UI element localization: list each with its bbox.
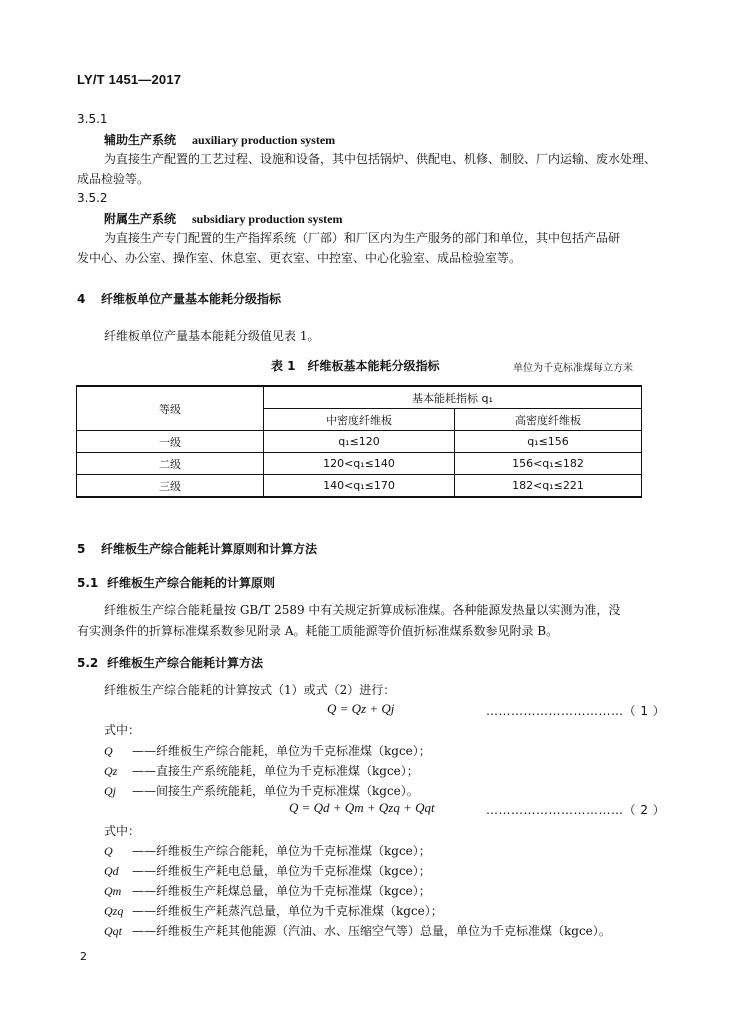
symbol-definition: ——直接生产系统能耗，单位为千克标准煤（kgce）； xyxy=(132,764,419,778)
symbol-definition: ——纤维板生产耗电总量，单位为千克标准煤（kgce）； xyxy=(132,864,431,878)
cell-mdf: 120<q₁≤140 xyxy=(264,453,455,475)
header-mdf: 中密度纤维板 xyxy=(264,409,455,431)
table-unit: 单位为千克标准煤每立方米 xyxy=(513,363,633,374)
table-caption: 表 1 纤维板基本能耗分级指标 xyxy=(271,359,440,373)
formula-2-number: ……………………………（ 2 ） xyxy=(486,803,666,817)
term-en: auxiliary production system xyxy=(192,133,336,147)
symbol: Qm xyxy=(104,884,122,898)
table-row xyxy=(77,431,642,453)
cell-hdf: 156<q₁≤182 xyxy=(455,453,642,475)
symbol: Qz xyxy=(104,764,118,778)
definition-item xyxy=(104,901,443,921)
section-heading xyxy=(77,290,281,307)
term-en: subsidiary production system xyxy=(192,212,343,226)
where-label: 式中： xyxy=(104,723,141,737)
term-heading xyxy=(104,210,343,227)
cell-mdf: 140<q₁≤170 xyxy=(264,475,455,498)
table-row xyxy=(77,475,642,498)
cell-hdf: q₁≤156 xyxy=(455,431,642,453)
cell-grade: 一级 xyxy=(77,431,264,453)
definition-line: 发中心、办公室、操作室、休息室、更衣室、中控室、中心化验室、成品检验室等。 xyxy=(77,251,522,265)
definition-item xyxy=(104,881,431,901)
header-hdf: 高密度纤维板 xyxy=(455,409,642,431)
energy-grade-table xyxy=(76,385,642,498)
symbol-definition: ——纤维板生产综合能耗，单位为千克标准煤（kgce）； xyxy=(132,744,431,758)
section-title: 纤维板生产综合能耗计算原则和计算方法 xyxy=(101,542,318,556)
paragraph-line: 纤维板生产综合能耗量按 GB/T 2589 中有关规定折算成标准煤。各种能源发热量以实测为准，没 xyxy=(104,603,621,617)
subsection-title: 纤维板生产综合能耗的计算原则 xyxy=(107,576,276,590)
header-grade: 等级 xyxy=(77,386,264,431)
cell-hdf: 182<q₁≤221 xyxy=(455,475,642,498)
definition-item xyxy=(104,861,431,881)
symbol-definition: ——间接生产系统能耗，单位为千克标准煤（kgce）。 xyxy=(132,784,419,798)
term-heading xyxy=(104,131,335,148)
symbol-definition: ——纤维板生产耗其他能源（汽油、水、压缩空气等）总量，单位为千克标准煤（kgce）。 xyxy=(132,924,611,938)
formula-1: Q = Qz + Qj xyxy=(327,701,395,716)
definition-line: 为直接生产配置的工艺过程、设施和设备，其中包括锅炉、供配电、机修、制胶、厂内运输、废水处理、 xyxy=(104,152,657,166)
paragraph: 纤维板单位产量基本能耗分级值见表 1。 xyxy=(104,329,320,343)
section-number: 4 xyxy=(77,292,86,306)
table-header-row xyxy=(77,386,642,409)
subsection-number: 5.1 xyxy=(77,576,99,590)
clause-number: 3.5.2 xyxy=(77,191,108,205)
definition-item xyxy=(104,761,419,781)
term-zh: 附属生产系统 xyxy=(104,212,177,226)
formula-2: Q = Qd + Qm + Qzq + Qqt xyxy=(289,800,435,815)
definition-line: 成品检验等。 xyxy=(77,172,150,186)
definition-item xyxy=(104,781,419,801)
symbol: Q xyxy=(104,744,113,758)
formula-1-number: ……………………………（ 1 ） xyxy=(486,704,666,718)
cell-mdf: q₁≤120 xyxy=(264,431,455,453)
page-number: 2 xyxy=(80,950,87,963)
symbol-definition: ——纤维板生产综合能耗，单位为千克标准煤（kgce）； xyxy=(132,844,431,858)
symbol: Q xyxy=(104,844,113,858)
subsection-heading xyxy=(77,574,275,591)
symbol: Qd xyxy=(104,864,119,878)
header-energy-index: 基本能耗指标 q₁ xyxy=(264,386,642,409)
definition-item xyxy=(104,741,431,761)
clause-number: 3.5.1 xyxy=(77,112,108,126)
definition-item xyxy=(104,921,611,941)
subsection-title: 纤维板生产综合能耗计算方法 xyxy=(107,656,264,670)
table-row xyxy=(77,453,642,475)
symbol: Qqt xyxy=(104,924,122,938)
term-zh: 辅助生产系统 xyxy=(104,133,177,147)
section-number: 5 xyxy=(77,542,86,556)
subsection-heading xyxy=(77,654,263,671)
subsection-number: 5.2 xyxy=(77,656,99,670)
standard-code-header: LY/T 1451—2017 xyxy=(77,72,182,87)
cell-grade: 二级 xyxy=(77,453,264,475)
section-heading xyxy=(77,540,317,557)
where-label: 式中： xyxy=(104,824,141,838)
cell-grade: 三级 xyxy=(77,475,264,498)
symbol-definition: ——纤维板生产耗煤总量，单位为千克标准煤（kgce）； xyxy=(132,884,431,898)
section-title: 纤维板单位产量基本能耗分级指标 xyxy=(101,292,282,306)
symbol-definition: ——纤维板生产耗蒸汽总量，单位为千克标准煤（kgce）； xyxy=(132,904,443,918)
symbol: Qj xyxy=(104,784,116,798)
paragraph: 纤维板生产综合能耗的计算按式（1）或式（2）进行： xyxy=(104,683,396,697)
definition-item xyxy=(104,841,431,861)
definition-line: 为直接生产专门配置的生产指挥系统（厂部）和厂区内为生产服务的部门和单位，其中包括产品研 xyxy=(104,231,621,245)
paragraph-line: 有实测条件的折算标准煤系数参见附录 A。耗能工质能源等价值折标准煤系数参见附录 B。 xyxy=(77,624,559,638)
symbol: Qzq xyxy=(104,904,124,918)
